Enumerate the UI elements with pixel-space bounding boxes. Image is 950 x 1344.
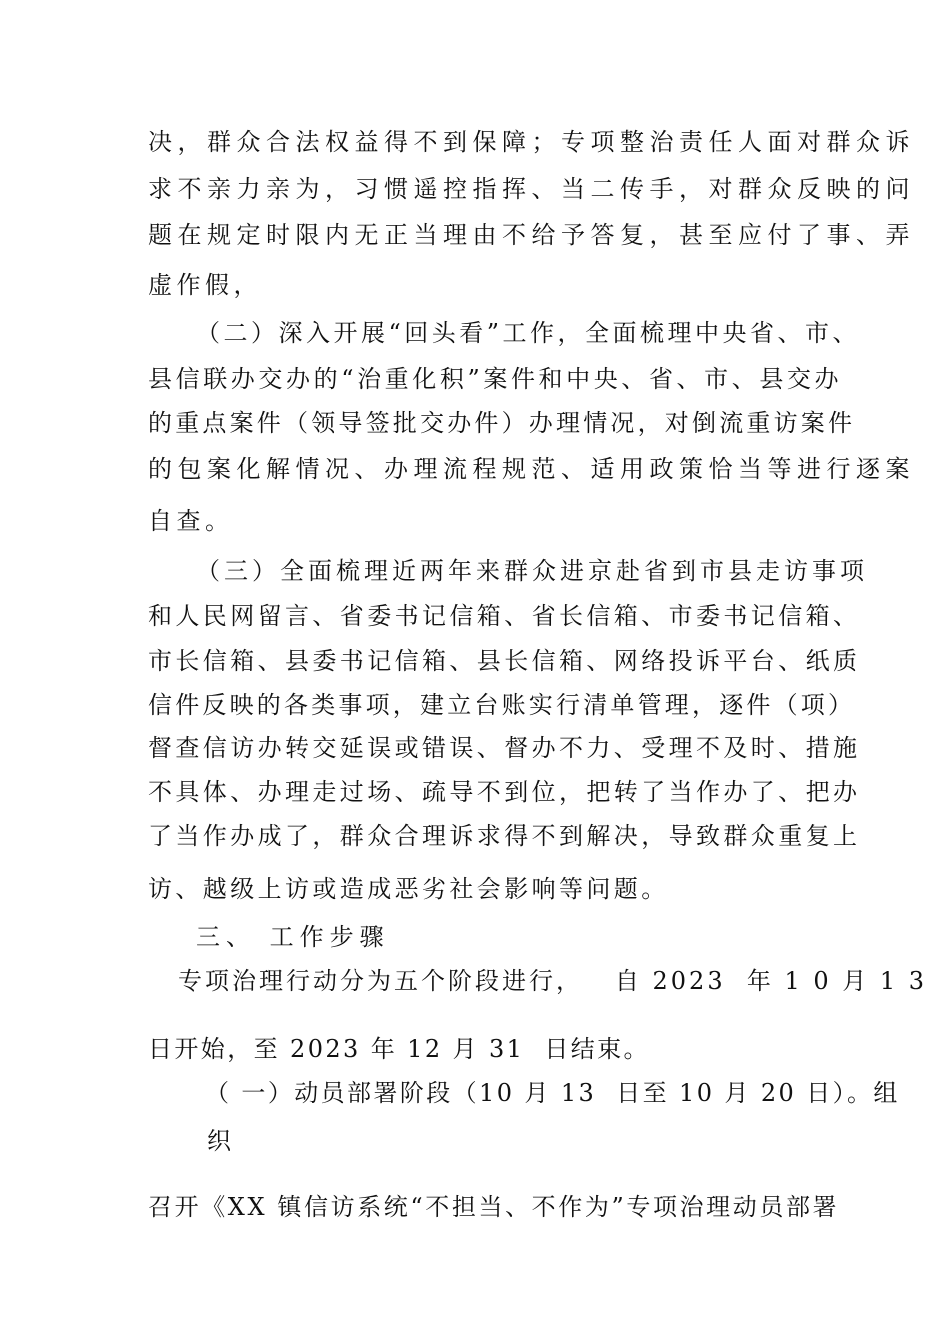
paragraph-line: 虚作假， xyxy=(148,271,262,299)
paragraph-line: 自查。 xyxy=(148,507,234,535)
paragraph-line: 市长信箱、县委书记信箱、县长信箱、网络投诉平台、纸质 xyxy=(148,647,861,675)
paragraph-line: （二）深入开展“回头看”工作，全面梳理中央省、市、 xyxy=(196,319,861,347)
paragraph-line: 了当作办成了，群众合理诉求得不到解决，导致群众重复上 xyxy=(148,822,861,850)
stage-heading: （ 一）动员部署阶段（10 月 13 日至 10 月 20 日）。组 xyxy=(205,1079,900,1107)
paragraph-line: 访、越级上访或造成恶劣社会影响等问题。 xyxy=(148,875,669,903)
paragraph-line: 专项治理行动分为五个阶段进行， 自 2023 年 1 0 月 1 3 xyxy=(178,967,928,995)
paragraph-line: 召开《XX 镇信访系统“不担当、不作为”专项治理动员部署 xyxy=(148,1193,840,1221)
paragraph-line: 的包案化解情况、办理流程规范、适用政策恰当等进行逐案 xyxy=(148,455,915,483)
paragraph-line: 的重点案件（领导签批交办件）办理情况，对倒流重访案件 xyxy=(148,409,856,437)
paragraph-line: 县信联办交办的“治重化积”案件和中央、省、市、县交办 xyxy=(148,365,843,393)
paragraph-line: 督查信访办转交延误或错误、督办不力、受理不及时、措施 xyxy=(148,734,861,762)
paragraph-line: 求不亲力亲为，习惯遥控指挥、当二传手，对群众反映的问 xyxy=(148,175,915,203)
paragraph-line: （三）全面梳理近两年来群众进京赴省到市县走访事项 xyxy=(196,557,868,585)
paragraph-line: 题在规定时限内无正当理由不给予答复，甚至应付了事、弄 xyxy=(148,221,915,249)
paragraph-line: 信件反映的各类事项，建立台账实行清单管理，逐件（项） xyxy=(148,691,856,719)
paragraph-line: 日开始，至 2023 年 12 月 31 日结束。 xyxy=(148,1035,650,1063)
paragraph-line: 不具体、办理走过场、疏导不到位，把转了当作办了、把办 xyxy=(148,778,861,806)
stage-heading: 织 xyxy=(207,1127,236,1155)
paragraph-line: 决，群众合法权益得不到保障；专项整治责任人面对群众诉 xyxy=(148,128,915,156)
paragraph-line: 和人民网留言、省委书记信箱、省长信箱、市委书记信箱、 xyxy=(148,602,861,630)
section-heading: 三、 工作步骤 xyxy=(196,923,390,951)
